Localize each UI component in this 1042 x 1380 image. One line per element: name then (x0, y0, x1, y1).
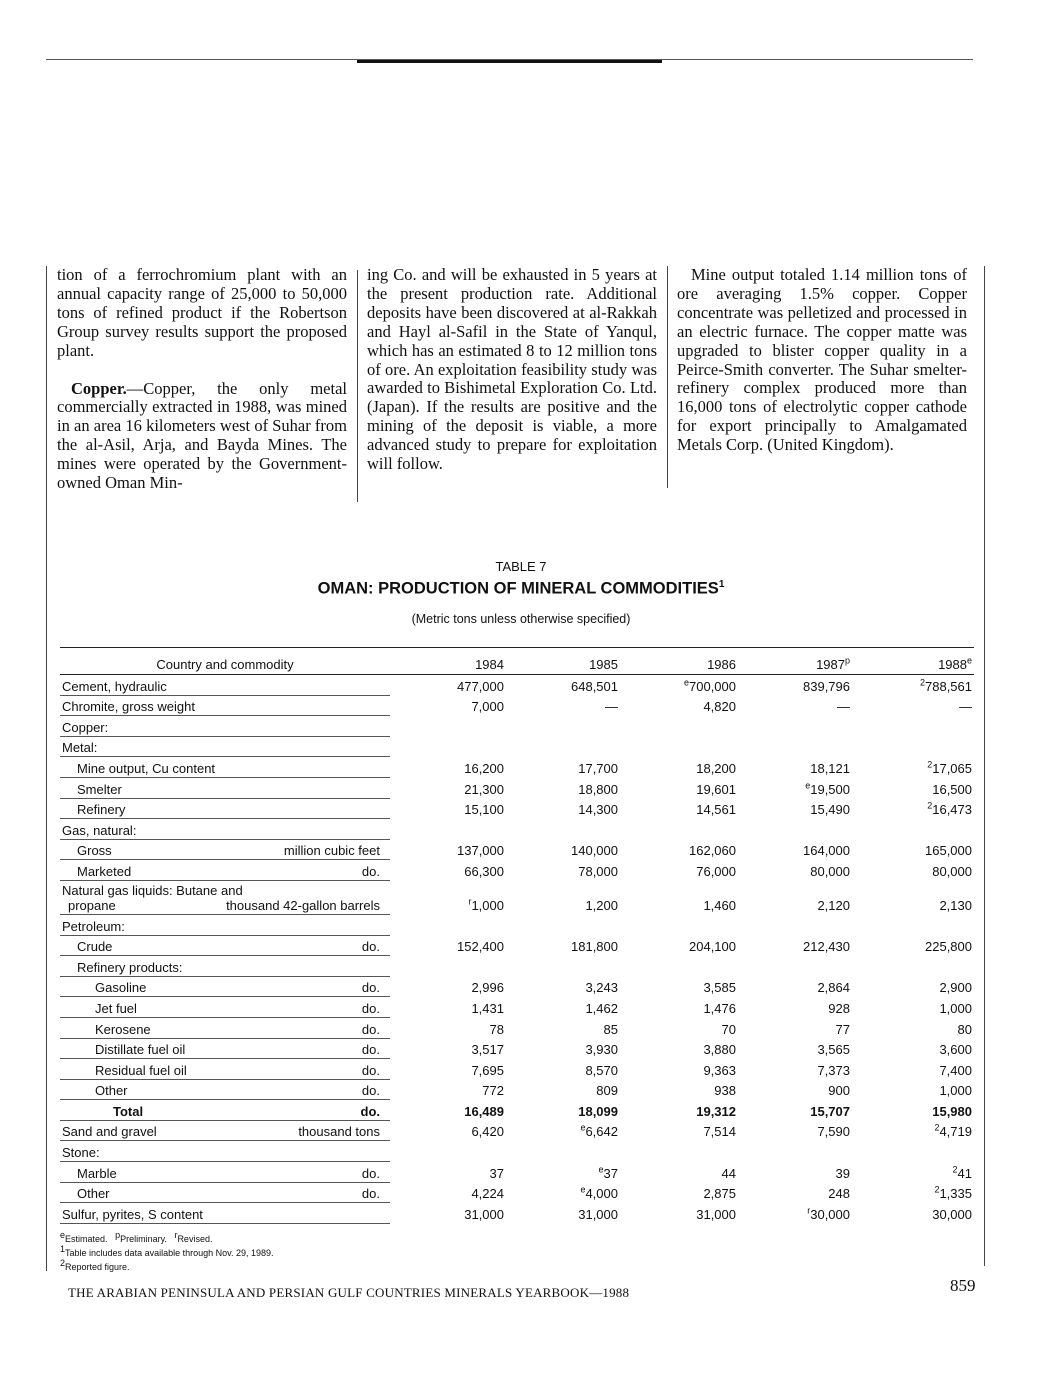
row-label: Jet fuel (95, 1000, 137, 1016)
value-cell: 16,200 (464, 760, 504, 776)
table-row (60, 1080, 974, 1101)
table-row (60, 1100, 974, 1121)
paragraph (57, 380, 347, 493)
value-cell: 31,000 (578, 1206, 618, 1222)
row-unit: do. (361, 1165, 380, 1181)
table-row (60, 997, 974, 1018)
value-cell: 938 (714, 1083, 736, 1099)
value-cell: 15,490 (810, 802, 850, 818)
value-cell: 2,875 (703, 1186, 736, 1202)
header-year-1985: 1985 (589, 657, 618, 672)
row-label: Kerosene (95, 1021, 151, 1037)
row-unit: do. (361, 1083, 380, 1099)
value-cell: $^2$788,561 (919, 677, 972, 694)
table-row (60, 1183, 974, 1204)
value-cell: 37 (489, 1165, 504, 1181)
value-cell: 648,501 (571, 678, 618, 694)
value-cell: 14,300 (578, 802, 618, 818)
header-year-1984: 1984 (475, 657, 504, 672)
row-label: Metal: (62, 740, 98, 756)
row-label: Mine output, Cu content (77, 760, 216, 776)
value-cell: 772 (482, 1083, 504, 1099)
production-table (60, 647, 974, 1224)
value-cell: $^2$16,473 (927, 800, 972, 818)
value-cell: 30,000 (932, 1206, 972, 1222)
value-cell: 3,880 (703, 1042, 736, 1058)
value-cell: 2,900 (939, 980, 972, 996)
footnote-1: $^1$Table includes data available through Nov. 29, 1989. (60, 1244, 274, 1258)
header-year-1987: 1987$^p$ (816, 655, 850, 672)
row-label: Smelter (77, 781, 122, 797)
value-cell: 85 (603, 1021, 618, 1037)
value-cell: 18,800 (578, 781, 618, 797)
table-title-text: OMAN: PRODUCTION OF MINERAL COMMODITIES (317, 579, 719, 598)
table-row (60, 737, 974, 758)
value-cell: 7,590 (817, 1124, 850, 1140)
value-cell: 212,430 (803, 939, 850, 955)
value-cell: 21,300 (464, 781, 504, 797)
value-cell: 1,000 (939, 1000, 972, 1016)
value-cell: $^r$30,000 (807, 1205, 850, 1222)
row-label: Crude (77, 939, 113, 955)
header-year-1988: 1988e (938, 655, 972, 672)
paragraph: ing Co. and will be exhausted in 5 years at the present production rate. Additional deposits have been discovered at al-Rakkah and Hayl al-Safil in the State of Yanqul, which has an estimated 8 to 12 million tons of ore. An exploitation feasibility study was awarded to Bishimetal Exploration Co. Ltd. (Japan). If the results are positive and the mining of the deposit is viable, a more advanced study to prepare for exploitation will follow. (367, 265, 657, 474)
value-cell: 2,996 (471, 980, 504, 996)
value-cell: 14,561 (696, 802, 736, 818)
row-label: Gasoline (95, 980, 147, 996)
row-unit: do. (361, 1021, 380, 1037)
value-cell: 165,000 (925, 843, 972, 859)
value-cell: 4,224 (471, 1186, 504, 1202)
table-row (60, 675, 974, 696)
table-row (60, 1121, 974, 1142)
row-unit: do. (361, 1042, 380, 1058)
table-row (60, 696, 974, 717)
value-cell: $^e$37 (598, 1164, 618, 1181)
table-label: TABLE 7 (495, 559, 547, 574)
value-cell: 31,000 (464, 1206, 504, 1222)
value-cell: 19,601 (696, 781, 736, 797)
value-cell: 1,000 (939, 1083, 972, 1099)
value-cell: 16,489 (464, 1103, 504, 1119)
value-cell: 3,565 (817, 1042, 850, 1058)
value-cell: 80,000 (932, 863, 972, 879)
table-row (60, 840, 974, 861)
value-cell: 6,420 (471, 1124, 504, 1140)
header-commodity: Country and commodity (156, 657, 294, 672)
table-title (0, 579, 1042, 599)
value-cell: 4,820 (703, 699, 736, 715)
value-cell: 18,099 (578, 1103, 618, 1119)
table-row (60, 860, 974, 881)
value-cell: $^2$1,335 (934, 1184, 972, 1202)
value-cell: 1,462 (585, 1000, 618, 1016)
value-cell: $^e$4,000 (580, 1184, 618, 1202)
value-cell: 76,000 (696, 863, 736, 879)
value-cell: 1,460 (703, 897, 736, 913)
table-subtitle: (Metric tons unless otherwise specified) (411, 612, 631, 626)
table-row (60, 778, 974, 799)
row-unit: million cubic feet (283, 843, 380, 859)
value-cell: 7,695 (471, 1062, 504, 1078)
value-cell: 2,130 (939, 897, 972, 913)
value-cell: $^e$700,000 (683, 677, 736, 694)
value-cell: 164,000 (803, 843, 850, 859)
value-cell: 18,200 (696, 760, 736, 776)
value-cell: 78,000 (578, 863, 618, 879)
value-cell: $^2$4,719 (934, 1123, 972, 1140)
row-label: Other (95, 1083, 128, 1099)
table-row (60, 757, 974, 778)
row-unit: do. (361, 863, 380, 879)
value-cell: 1,200 (585, 897, 618, 913)
table-row (60, 819, 974, 840)
row-label: Marketed (77, 863, 132, 879)
value-cell: 900 (828, 1083, 850, 1099)
value-cell: 31,000 (696, 1206, 736, 1222)
footnote-2: $^2$Reported figure. (60, 1258, 130, 1272)
row-label: Refinery products: (77, 959, 183, 975)
table-row (60, 915, 974, 936)
table-row (60, 1018, 974, 1039)
row-label: Total (113, 1103, 144, 1119)
column-divider-1 (357, 270, 358, 502)
value-cell: 77 (835, 1021, 850, 1037)
row-label: Residual fuel oil (95, 1062, 187, 1078)
right-margin-rule (984, 266, 985, 1266)
row-label: Petroleum: (62, 918, 125, 934)
value-cell: 19,312 (696, 1103, 736, 1119)
value-cell: — (959, 699, 972, 715)
row-label: Copper: (62, 719, 109, 735)
row-label: Chromite, gross weight (62, 699, 195, 715)
value-cell: 1,431 (471, 1000, 504, 1016)
value-cell: $^2$17,065 (927, 759, 972, 776)
value-cell: 15,980 (932, 1103, 972, 1119)
table-row (60, 1059, 974, 1080)
running-footer: THE ARABIAN PENINSULA AND PERSIAN GULF COUNTRIES MINERALS YEARBOOK—1988 (68, 1285, 630, 1300)
row-unit: do. (361, 1062, 380, 1078)
value-cell: 1,476 (703, 1000, 736, 1016)
row-label: Cement, hydraulic (62, 678, 167, 694)
value-cell: 248 (828, 1186, 850, 1202)
value-cell: 44 (721, 1165, 736, 1181)
text-column-middle (367, 266, 657, 474)
value-cell: $^r$1,000 (468, 896, 504, 913)
value-cell: — (605, 699, 618, 715)
row-label: Gas, natural: (62, 822, 137, 838)
value-cell: 8,570 (585, 1062, 618, 1078)
text-column-right (677, 266, 967, 455)
row-label: Gross (77, 843, 112, 859)
row-rule (60, 1223, 390, 1224)
value-cell: 15,100 (464, 802, 504, 818)
table-row (60, 936, 974, 957)
table-title-note: 1 (718, 579, 725, 590)
header-year-1986: 1986 (707, 657, 736, 672)
row-label: Sulfur, pyrites, S content (62, 1206, 203, 1222)
row-label: Stone: (62, 1145, 100, 1161)
value-cell: 80,000 (810, 863, 850, 879)
table-footnotes (60, 1232, 274, 1274)
row-unit: do. (360, 1103, 380, 1119)
value-cell: 2,864 (817, 980, 850, 996)
value-cell: 3,585 (703, 980, 736, 996)
value-cell: 17,700 (578, 760, 618, 776)
value-cell: 3,930 (585, 1042, 618, 1058)
row-unit: do. (361, 1186, 380, 1202)
text-column-left (57, 266, 347, 493)
value-cell: $^2$41 (952, 1164, 972, 1181)
row-unit: thousand tons (298, 1124, 380, 1140)
row-unit: thousand 42-gallon barrels (226, 897, 380, 913)
value-cell: 80 (957, 1021, 972, 1037)
table-row (60, 956, 974, 977)
row-label: Refinery (77, 802, 126, 818)
table-body (60, 675, 974, 1224)
value-cell: 18,121 (810, 760, 850, 776)
footnote-legend: $^e$Estimated. $^p$Preliminary. $^r$Revised. (60, 1230, 213, 1244)
value-cell: 477,000 (457, 678, 504, 694)
row-unit: do. (361, 1000, 380, 1016)
row-label: Sand and gravel (62, 1124, 157, 1140)
value-cell: 3,517 (471, 1042, 504, 1058)
table-row (60, 799, 974, 820)
value-cell: — (837, 699, 850, 715)
top-rule-accent (357, 60, 662, 63)
paragraph: Mine output totaled 1.14 million tons of ore averaging 1.5% copper. Copper concentrate was pelletized and processed in an electric furnace. The copper matte was upgraded to blister copper quality in a Peirce-Smith converter. The Suhar smelter-refinery complex produced more than 16,000 tons of electrolytic copper cathode for export principally to Amalgamated Metals Corp. (United Kingdom). (677, 265, 967, 455)
row-label: Natural gas liquids: Butane and propane (62, 882, 243, 913)
row-label: Marble (77, 1165, 117, 1181)
value-cell: 809 (596, 1083, 618, 1099)
table-header (60, 647, 974, 675)
value-cell: 16,500 (932, 781, 972, 797)
paragraph: tion of a ferrochromium plant with an annual capacity range of 25,000 to 50,000 tons of refined product if the Robertson Group survey results support the proposed plant. (57, 265, 347, 360)
value-cell: 7,373 (817, 1062, 850, 1078)
table-row (60, 1141, 974, 1162)
value-cell: 3,600 (939, 1042, 972, 1058)
paragraph-text: —Copper, the only metal commercially extracted in 1988, was mined in an area 16 kilometers west of Suhar from the al-Asil, Arja, and Bayda Mines. The mines were operated by the Government-owned Oman Min- (57, 378, 347, 493)
value-cell: 140,000 (571, 843, 618, 859)
value-cell: 225,800 (925, 939, 972, 955)
row-unit: do. (361, 939, 380, 955)
left-margin-rule (46, 266, 47, 1271)
value-cell: 15,707 (810, 1103, 850, 1119)
table-row (60, 1039, 974, 1060)
table-row (60, 1162, 974, 1183)
value-cell: $^e$19,500 (805, 780, 850, 797)
table-row (60, 716, 974, 737)
table-row (60, 881, 974, 915)
value-cell: 152,400 (457, 939, 504, 955)
row-label: Distillate fuel oil (95, 1042, 186, 1058)
value-cell: 39 (835, 1165, 850, 1181)
value-cell: 839,796 (803, 678, 850, 694)
value-cell: 928 (828, 1000, 850, 1016)
value-cell: 66,300 (464, 863, 504, 879)
value-cell: 9,363 (703, 1062, 736, 1078)
page-number: 859 (950, 1276, 976, 1295)
row-unit: do. (361, 980, 380, 996)
value-cell: 181,800 (571, 939, 618, 955)
value-cell: 3,243 (585, 980, 618, 996)
value-cell: 7,514 (703, 1124, 736, 1140)
section-heading: Copper. (71, 378, 127, 398)
value-cell: 2,120 (817, 897, 850, 913)
column-divider-2 (667, 266, 668, 488)
value-cell: 137,000 (457, 843, 504, 859)
value-cell: 70 (721, 1021, 736, 1037)
value-cell: 204,100 (689, 939, 736, 955)
value-cell: 78 (489, 1021, 504, 1037)
table-row (60, 1203, 974, 1224)
table-row (60, 977, 974, 998)
value-cell: 7,000 (471, 699, 504, 715)
value-cell: 162,060 (689, 843, 736, 859)
value-cell: $^e$6,642 (580, 1123, 618, 1140)
value-cell: 7,400 (939, 1062, 972, 1078)
row-label: Other (77, 1186, 110, 1202)
